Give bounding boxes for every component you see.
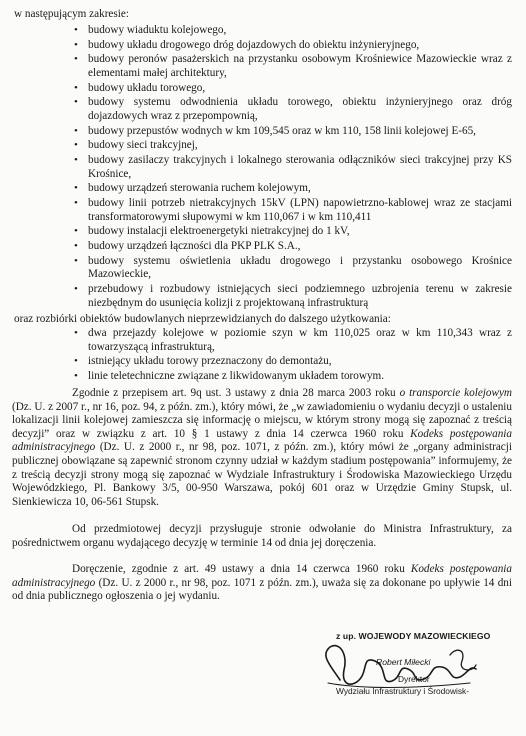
para3-text-c: (Dz. U. z 2000 r., nr 98, poz. 1071 z późn. zm.), uważa się za dokonane po upływie 14 dni od dnia publicznego ogłoszenia o jej wydaniu. [12, 576, 512, 603]
para3-text-a: Doręczenie, zgodnie z art. 49 ustawy a dnia 14 czerwca 1960 roku [72, 563, 411, 575]
handwritten-signature [300, 625, 500, 705]
stamp-title: Dyrektor [398, 674, 430, 684]
para1-law-title: o transporcie kolejowym [399, 387, 512, 399]
stamp-authority: z up. WOJEWODY MAZOWIECKIEGO [336, 631, 491, 641]
scope-list-item: • budowy systemu oświetlenia układu drogowego i przystanku osobowego Krośnice Mazowieckie, [60, 255, 512, 282]
scope-list-item: • budowy systemu odwodnienia układu torowego, obiektu inżynieryjnego oraz dróg dojazdowych wraz z przepompownią, [60, 96, 512, 123]
paragraph-notice [12, 387, 512, 509]
scope-list-item: • budowy układu drogowego dróg dojazdowych do obiektu inżynieryjnego, [60, 39, 512, 53]
para3-code-title: Kodeks postępowania administracyjnego [12, 563, 512, 589]
scope-list [60, 24, 512, 311]
demolition-intro: oraz rozbiórki obiektów budowlanych nieprzewidzianych do dalszego użytkowania: [14, 313, 391, 325]
scope-list-item: • budowy urządzeń sterowania ruchem kolejowym, [60, 182, 512, 196]
scope-list-item: • budowy układu torowego, [60, 82, 512, 96]
scope-list-item: • przebudowy i rozbudowy istniejących sieci podziemnego uzbrojenia terenu w zakresie niezbędnym do usunięcia kolizji z projektowaną infrastrukturą [60, 283, 512, 310]
stamp-name: Robert Miłecki [376, 657, 431, 667]
stamp-department: Wydziału Infrastruktury i Środowisk- [336, 686, 470, 696]
scope-list-item: • budowy linii potrzeb nietrakcyjnych 15kV (LPN) napowietrzno-kablowej wraz ze stacjami transformatorowymi słupowymi w km 110,067 i w km 110,411 [60, 197, 512, 224]
paragraph-appeal: Od przedmiotowej decyzji przysługuje stronie odwołanie do Ministra Infrastruktury, za pośrednictwem organu wydającego decyzję w terminie 14 od dnia jej doręczenia. [12, 523, 512, 549]
demolition-list-item: • linie teletechniczne związane z likwidowanym układem torowym. [60, 370, 512, 384]
para1-text-e: (Dz. U. z 2000 r., nr 98, poz. 1071, z późn. zm.), który mówi że „organy administracji publicznej obowiązane są zapewnić stronom czynny udział w każdym stadium postępowania” informujemy, że z treścią decyzji strony mogą się zapoznać w Wydziale Infrastruktury i Środowiska Mazowieckiego Urzędu Wojewódzkiego, Pl. Bankowy 3/5, 00-950 Warszawa, pokój 601 oraz w Urzędzie Gminy Stupsk, ul. Sienkiewicza 10, 06-561 Stupsk. [12, 441, 512, 508]
scope-list-item: • budowy urządzeń łączności dla PKP PLK S.A., [60, 240, 512, 254]
scope-list-item: • budowy sieci trakcyjnej, [60, 139, 512, 153]
scope-list-item: • budowy instalacji elektroenergetyki nietrakcyjnej do 1 kV, [60, 225, 512, 239]
para1-text-c: (Dz. U. z 2007 r., nr 16, poz. 94, z późn. zm.), który mówi, że „w zawiadomieniu o wydaniu decyzji o ustaleniu lokalizacji linii kolejowej zamieszcza się informację o miejscu, w którym strony mogą się zapoznać z treścią decyzji” oraz w związku z art. 10 § 1 ustawy z dnia 14 czerwca 1960 roku [12, 400, 512, 440]
paragraph-delivery [12, 563, 512, 604]
scope-list-item: • budowy peronów pasażerskich na przystanku osobowym Krośniewice Mazowieckie wraz z elementami małej architektury, [60, 53, 512, 80]
demolition-list-item: • istniejący układu torowy przeznaczony do demontażu, [60, 355, 512, 369]
demolition-list-item: • dwa przejazdy kolejowe w poziomie szyn w km 110,025 oraz w km 110,343 wraz z towarzyszącą infrastrukturą, [60, 327, 512, 354]
scope-list-item: • budowy przepustów wodnych w km 109,545 oraz w km 110, 158 linii kolejowej E-65, [60, 125, 512, 139]
scope-list-item: • budowy wiaduktu kolejowego, [60, 24, 512, 38]
scope-intro: w następującym zakresie: [14, 8, 129, 20]
scope-list-item: • budowy zasilaczy trakcyjnych i lokalnego sterowania odłączników sieci trakcyjnej przy KS Krośnice, [60, 154, 512, 181]
para1-code-title: Kodeks postępowania administracyjnego [12, 427, 512, 454]
para1-text-a: Zgodnie z przepisem art. 9q ust. 3 ustawy z dnia 28 marca 2003 roku [72, 387, 400, 399]
demolition-list [60, 327, 512, 385]
